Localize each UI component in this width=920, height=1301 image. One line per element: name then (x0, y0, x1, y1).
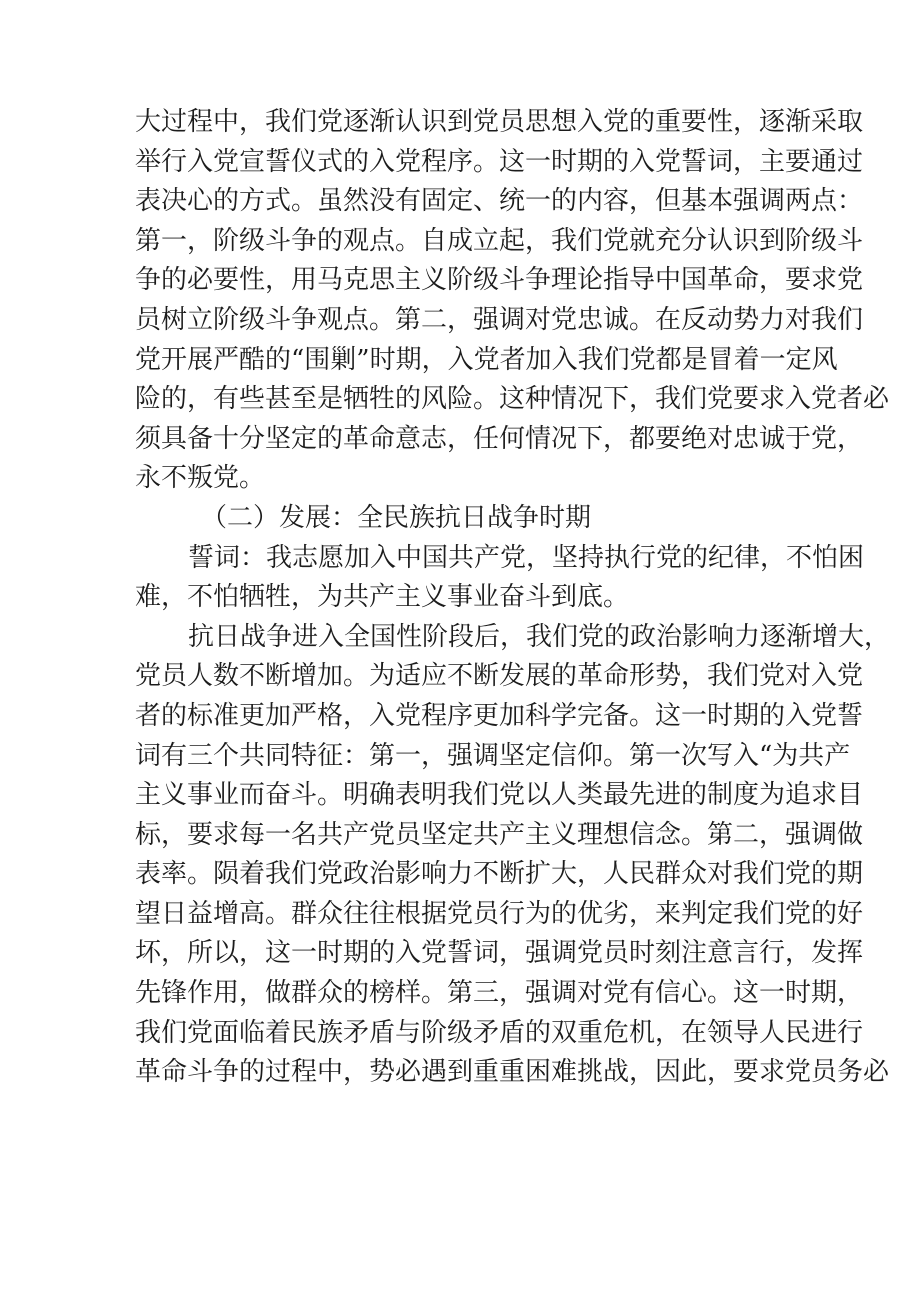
paragraph-line: 誓词：我志愿加入中国共产党，坚持执行党的纪律，不怕困 (188, 542, 865, 573)
paragraph-line: 须具备十分坚定的革命意志，任何情况下，都要绝对忠诚于党， (135, 423, 864, 454)
paragraph-line: 难，不怕牺牲，为共产主义事业奋斗到底。 (135, 582, 630, 613)
paragraph-line: 永不叛党。 (135, 463, 266, 494)
paragraph-line: 险的，有些甚至是牺牲的风险。这种情况下，我们党要求入党者必 (135, 384, 890, 415)
paragraph-line: 争的必要性，用马克思主义阶级斗争理论指导中国革命，要求党 (135, 265, 864, 296)
paragraph-line: 抗日战争进入全国性阶段后，我们党的政治影响力逐渐增大， (188, 621, 891, 652)
paragraph-line: 标，要求每一名共产党员坚定共产主义理想信念。第二，强调做 (135, 819, 864, 850)
paragraph-line: 望日益增高。群众往往根据党员行为的优劣，来判定我们党的好 (135, 898, 864, 929)
paragraph-line: 词有三个共同特征：第一，强调坚定信仰。第一次写入“为共产 (135, 740, 851, 771)
paragraph-line: 党开展严酷的“围剿”时期，入党者加入我们党都是冒着一定风 (135, 344, 838, 375)
paragraph-line: 者的标准更加严格，入党程序更加科学完备。这一时期的入党誓 (135, 700, 864, 731)
paragraph-line: 先锋作用，做群众的榜样。第三，强调对党有信心。这一时期， (135, 978, 864, 1009)
paragraph-line: 主义事业而奋斗。明确表明我们党以人类最先进的制度为追求目 (135, 780, 864, 811)
paragraph-line: 表决心的方式。虽然没有固定、统一的内容，但基本强调两点： (135, 186, 864, 217)
paragraph-line: 革命斗争的过程中，势必遇到重重困难挑战，因此，要求党员务必 (135, 1057, 890, 1088)
paragraph-line: 表率。陨着我们党政治影响力不断扩大，人民群众对我们党的期 (135, 859, 864, 890)
paragraph-line: 我们党面临着民族矛盾与阶级矛盾的双重危机，在领导人民进行 (135, 1017, 864, 1048)
paragraph-line: 员树立阶级斗争观点。第二，强调对党忠诚。在反动势力对我们 (135, 304, 864, 335)
document-body (135, 103, 891, 1093)
paragraph-line: 党员人数不断增加。为适应不断发展的革命形势，我们党对入党 (135, 661, 864, 692)
section-heading: （二）发展：全民族抗日战争时期 (201, 502, 592, 533)
paragraph-line: 举行入党宣誓仪式的入党程序。这一时期的入党誓词，主要通过 (135, 146, 864, 177)
paragraph-line: 坏，所以，这一时期的入党誓词，强调党员时刻注意言行，发挥 (135, 938, 864, 969)
paragraph-line: 第一，阶级斗争的观点。自成立起，我们党就充分认识到阶级斗 (135, 225, 864, 256)
paragraph-line: 大过程中，我们党逐渐认识到党员思想入党的重要性，逐渐采取 (135, 107, 864, 137)
